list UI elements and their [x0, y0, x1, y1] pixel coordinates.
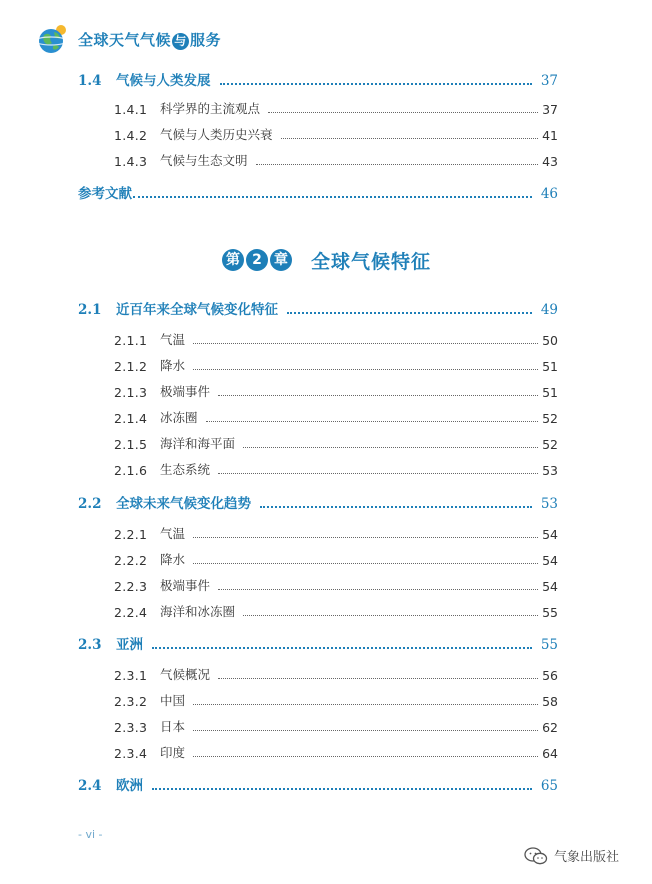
chapter-title: 全球气候特征 — [310, 250, 431, 273]
toc-label: 参考文献 — [78, 186, 132, 202]
toc-page-number: 41 — [542, 128, 558, 143]
toc-label: 海洋和冰冻圈 — [160, 604, 236, 619]
toc-page-number: 64 — [542, 746, 558, 761]
toc-page-number: 65 — [540, 778, 558, 794]
leader-dots — [193, 369, 538, 370]
leader-dots — [193, 704, 538, 705]
toc-number: 2.3.1 — [114, 668, 148, 683]
leader-dots — [218, 678, 538, 679]
running-header — [36, 22, 221, 56]
chapter-number-badge: 2 — [246, 249, 268, 271]
toc-number: 1.4.3 — [114, 154, 148, 169]
toc-page-number: 49 — [540, 302, 558, 318]
toc-label: 气温 — [160, 526, 186, 541]
leader-dots — [193, 730, 538, 731]
toc-page-number: 50 — [542, 333, 558, 348]
toc-label: 降水 — [160, 552, 186, 567]
toc-number: 1.4.2 — [114, 128, 148, 143]
toc-label: 全球未来气候变化趋势 — [116, 496, 251, 512]
toc-section-row[interactable] — [78, 300, 558, 318]
toc-label: 气温 — [160, 332, 186, 347]
toc-section-row[interactable] — [78, 494, 558, 512]
toc-number: 2.2 — [78, 496, 102, 512]
toc-subsection-row[interactable] — [114, 691, 558, 709]
toc-page-number: 46 — [540, 186, 558, 202]
leader-dots — [281, 138, 539, 139]
leader-dots — [193, 537, 538, 538]
toc-number: 2.2.2 — [114, 553, 148, 568]
toc-label: 气候概况 — [160, 667, 211, 682]
book-title-connector: 与 — [172, 33, 189, 50]
toc-number: 2.4 — [78, 778, 102, 794]
toc-page-number: 55 — [540, 637, 558, 653]
leader-dots — [133, 196, 532, 198]
toc-label: 亚洲 — [116, 637, 143, 653]
toc-number: 2.1.5 — [114, 437, 148, 452]
chapter-prefix: 第 — [222, 249, 244, 271]
toc-subsection-row[interactable] — [114, 99, 558, 117]
page-folio: - vi - — [78, 828, 103, 841]
toc-subsection-row[interactable] — [114, 576, 558, 594]
toc-page-number: 56 — [542, 668, 558, 683]
toc-subsection-row[interactable] — [114, 460, 558, 478]
toc-label: 冰冻圈 — [160, 410, 198, 425]
toc-number: 2.1.2 — [114, 359, 148, 374]
toc-number: 2.2.3 — [114, 579, 148, 594]
toc-page-number: 52 — [542, 437, 558, 452]
toc-subsection-row[interactable] — [114, 356, 558, 374]
chapter-heading — [0, 243, 652, 277]
toc-label: 海洋和海平面 — [160, 436, 236, 451]
leader-dots — [243, 615, 538, 616]
leader-dots — [287, 312, 532, 314]
toc-page-number: 52 — [542, 411, 558, 426]
toc-page-number: 55 — [542, 605, 558, 620]
toc-number: 1.4.1 — [114, 102, 148, 117]
toc-number: 2.1 — [78, 302, 102, 318]
toc-subsection-row[interactable] — [114, 382, 558, 400]
toc-subsection-row[interactable] — [114, 550, 558, 568]
toc-page-number: 54 — [542, 579, 558, 594]
toc-label: 气候与生态文明 — [160, 153, 248, 168]
toc-section-row[interactable] — [78, 635, 558, 653]
toc-subsection-row[interactable] — [114, 151, 558, 169]
toc-page-number: 43 — [542, 154, 558, 169]
leader-dots — [256, 164, 539, 165]
leader-dots — [218, 473, 538, 474]
toc-number: 2.3.4 — [114, 746, 148, 761]
toc-number: 2.2.1 — [114, 527, 148, 542]
toc-subsection-row[interactable] — [114, 408, 558, 426]
toc-page-number: 54 — [542, 527, 558, 542]
toc-label: 极端事件 — [160, 578, 211, 593]
toc-subsection-row[interactable] — [114, 665, 558, 683]
toc-number: 2.1.3 — [114, 385, 148, 400]
toc-number: 1.4 — [78, 73, 102, 89]
book-title — [78, 29, 221, 50]
toc-section-row[interactable] — [78, 776, 558, 794]
toc-number: 2.3.2 — [114, 694, 148, 709]
toc-subsection-row[interactable] — [114, 743, 558, 761]
toc-subsection-row[interactable] — [114, 434, 558, 452]
toc-subsection-row[interactable] — [114, 524, 558, 542]
toc-page-number: 54 — [542, 553, 558, 568]
toc-page-number: 62 — [542, 720, 558, 735]
toc-label: 欧洲 — [116, 778, 143, 794]
chapter-suffix: 章 — [270, 249, 292, 271]
toc-label: 科学界的主流观点 — [160, 101, 261, 116]
globe-logo-icon — [36, 22, 70, 56]
toc-number: 2.1.1 — [114, 333, 148, 348]
toc-subsection-row[interactable] — [114, 125, 558, 143]
toc-page-number: 53 — [542, 463, 558, 478]
leader-dots — [193, 343, 538, 344]
toc-label: 气候与人类历史兴衰 — [160, 127, 273, 142]
toc-page-number: 58 — [542, 694, 558, 709]
toc-number: 2.1.4 — [114, 411, 148, 426]
book-title-part1: 全球天气气候 — [78, 30, 172, 49]
wechat-icon — [524, 847, 548, 865]
leader-dots — [152, 647, 532, 649]
toc-number: 2.3 — [78, 637, 102, 653]
leader-dots — [260, 506, 532, 508]
toc-section-row[interactable] — [78, 71, 558, 89]
toc-number: 2.3.3 — [114, 720, 148, 735]
toc-label: 生态系统 — [160, 462, 211, 477]
toc-label: 降水 — [160, 358, 186, 373]
toc-number: 2.1.6 — [114, 463, 148, 478]
leader-dots — [218, 589, 538, 590]
toc-page-number: 53 — [540, 496, 558, 512]
toc-page-number: 51 — [542, 385, 558, 400]
toc-subsection-row[interactable] — [114, 330, 558, 348]
publisher-watermark — [524, 846, 619, 865]
leader-dots — [243, 447, 538, 448]
toc-subsection-row[interactable] — [114, 602, 558, 620]
toc-page-number: 51 — [542, 359, 558, 374]
toc-label: 印度 — [160, 745, 186, 760]
leader-dots — [220, 83, 532, 85]
toc-label: 日本 — [160, 719, 186, 734]
toc-label: 极端事件 — [160, 384, 211, 399]
toc-label: 中国 — [160, 693, 186, 708]
toc-subsection-row[interactable] — [114, 717, 558, 735]
toc-page-number: 37 — [540, 73, 558, 89]
leader-dots — [193, 563, 538, 564]
leader-dots — [268, 112, 538, 113]
leader-dots — [218, 395, 538, 396]
toc-label: 近百年来全球气候变化特征 — [116, 302, 278, 318]
toc-label: 气候与人类发展 — [116, 73, 211, 89]
book-title-part2: 服务 — [190, 30, 222, 49]
toc-page-number: 37 — [542, 102, 558, 117]
toc-references-row[interactable] — [78, 184, 558, 202]
toc-number: 2.2.4 — [114, 605, 148, 620]
watermark-text: 气象出版社 — [554, 850, 620, 865]
leader-dots — [152, 788, 532, 790]
leader-dots — [206, 421, 539, 422]
leader-dots — [193, 756, 538, 757]
